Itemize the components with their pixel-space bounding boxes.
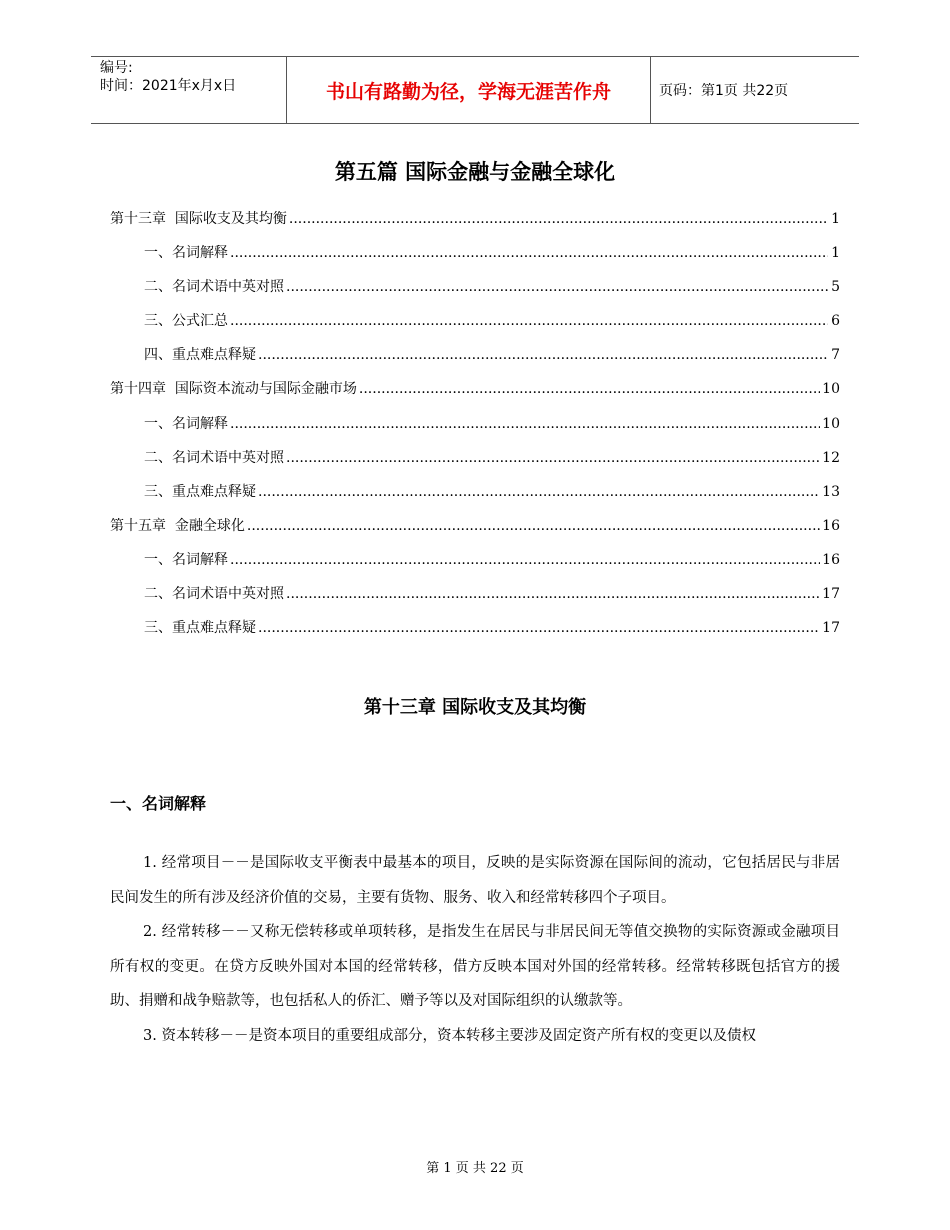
paragraph: 2. 经常转移－－又称无偿转移或单项转移，是指发生在居民与非居民间无等值交换物的实际资源或金融项目所有权的变更。在贷方反映外国对本国的经常转移，借方反映本国对外国的经常转移。经常转移既包括官方的援助、捐赠和战争赔款等，也包括私人的侨汇、赠予等以及对国际组织的认缴款等。 — [110, 924, 840, 1009]
toc-leader-dots — [230, 313, 828, 329]
toc-entry-page: 10 — [822, 415, 840, 432]
document-header — [91, 56, 859, 124]
toc-entry[interactable] — [110, 310, 840, 344]
toc-entry[interactable] — [110, 515, 840, 549]
toc-entry-label: 三、重点难点释疑 — [144, 483, 256, 500]
toc-entry-label: 第十四章 国际资本流动与国际金融市场 — [110, 381, 357, 398]
toc-entry-page: 16 — [822, 551, 840, 568]
toc-leader-dots — [247, 518, 820, 534]
toc-entry-label: 三、公式汇总 — [144, 313, 228, 330]
toc-leader-dots — [286, 450, 820, 466]
toc-entry-page: 10 — [822, 381, 840, 398]
toc-entry-label: 三、重点难点释疑 — [144, 620, 256, 637]
toc-entry-page: 13 — [822, 483, 840, 500]
toc-entry-label: 二、名词术语中英对照 — [144, 586, 284, 603]
toc-entry[interactable] — [110, 276, 840, 310]
section-title: 一、名词解释 — [110, 794, 207, 813]
toc-leader-dots — [286, 586, 820, 602]
toc-entry-page: 16 — [822, 517, 840, 534]
toc-entry-page: 5 — [831, 279, 840, 296]
table-of-contents — [110, 208, 840, 651]
part-title: 第五篇 国际金融与金融全球化 — [334, 160, 616, 184]
toc-entry-label: 一、名词解释 — [144, 415, 228, 432]
paragraph: 1. 经常项目－－是国际收支平衡表中最基本的项目，反映的是实际资源在国际间的流动，它包括居民与非居民间发生的所有涉及经济价值的交易，主要有货物、服务、收入和经常转移四个子项目。 — [110, 855, 840, 906]
paragraph: 3. 资本转移－－是资本项目的重要组成部分，资本转移主要涉及固定资产所有权的变更以及债权 — [143, 1027, 756, 1044]
toc-entry[interactable] — [110, 413, 840, 447]
toc-entry-label: 第十五章 金融全球化 — [110, 517, 245, 534]
toc-entry-page: 1 — [831, 211, 840, 227]
toc-entry-label: 一、名词解释 — [144, 551, 228, 568]
toc-entry-page: 17 — [822, 586, 840, 603]
toc-entry[interactable] — [110, 549, 840, 583]
header-motto: 书山有路勤为径，学海无涯苦作舟 — [286, 57, 651, 123]
toc-leader-dots — [286, 279, 828, 295]
toc-entry[interactable] — [110, 208, 840, 242]
toc-entry-label: 一、名词解释 — [144, 245, 228, 262]
toc-leader-dots — [258, 620, 820, 636]
toc-entry[interactable] — [110, 242, 840, 276]
toc-entry[interactable] — [110, 583, 840, 617]
toc-entry-label: 四、重点难点释疑 — [144, 347, 256, 364]
toc-leader-dots — [230, 245, 828, 261]
serial-label: 编号: — [100, 60, 133, 76]
toc-leader-dots — [258, 484, 820, 500]
toc-leader-dots — [230, 552, 820, 568]
toc-entry[interactable] — [110, 378, 840, 412]
chapter-title: 第十三章 国际收支及其均衡 — [363, 697, 587, 718]
toc-leader-dots — [230, 416, 820, 432]
toc-entry-page: 17 — [822, 620, 840, 637]
toc-entry-page: 12 — [822, 449, 840, 466]
time-label: 时间：2021年x月x日 — [100, 78, 237, 94]
toc-leader-dots — [258, 347, 828, 363]
toc-entry-label: 二、名词术语中英对照 — [144, 279, 284, 296]
page-footer: 第 1 页 共 22 页 — [426, 1161, 524, 1176]
toc-entry-page: 1 — [831, 245, 840, 262]
toc-entry-page: 7 — [831, 347, 840, 364]
toc-entry-page: 6 — [831, 313, 840, 330]
body-text — [110, 846, 840, 1053]
toc-entry[interactable] — [110, 617, 840, 651]
toc-entry-label: 二、名词术语中英对照 — [144, 449, 284, 466]
header-meta — [91, 57, 286, 123]
toc-leader-dots — [289, 211, 828, 227]
toc-entry[interactable] — [110, 481, 840, 515]
toc-entry[interactable] — [110, 447, 840, 481]
toc-leader-dots — [359, 381, 820, 397]
toc-entry-label: 第十三章 国际收支及其均衡 — [110, 211, 287, 227]
header-page-info: 页码：第1页 共22页 — [659, 83, 789, 99]
toc-entry[interactable] — [110, 344, 840, 378]
